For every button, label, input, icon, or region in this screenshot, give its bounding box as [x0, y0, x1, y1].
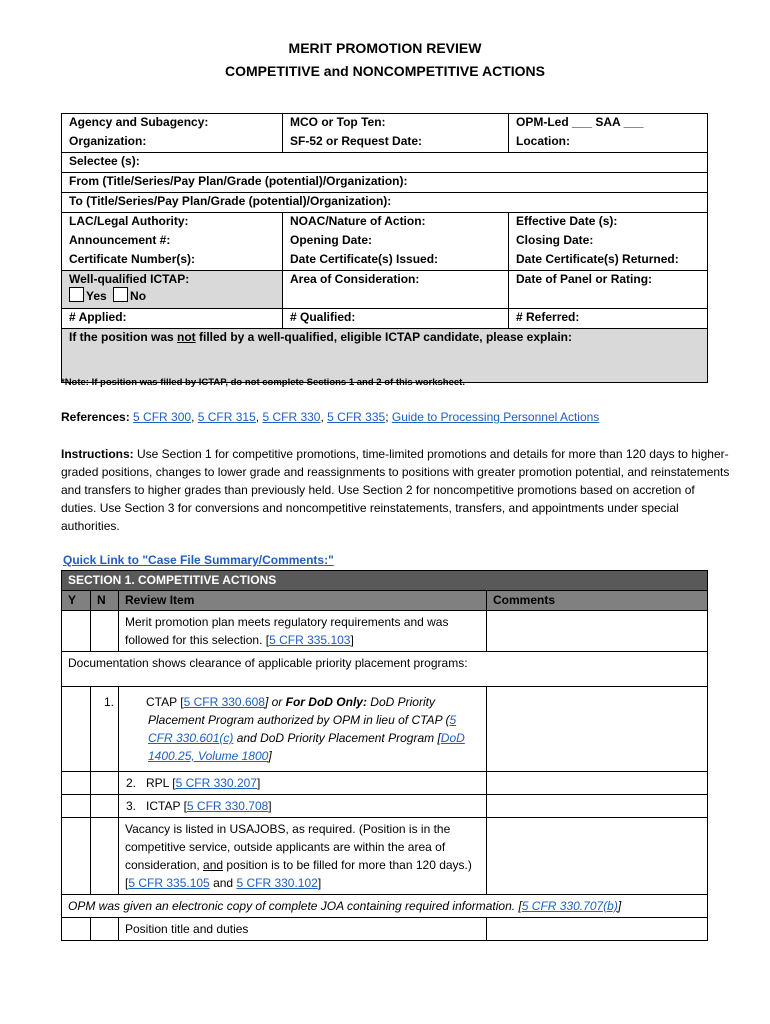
organization-label: Organization: [62, 133, 283, 153]
yes-label: Yes [86, 289, 107, 303]
link-5cfr330102[interactable]: 5 CFR 330.102 [236, 876, 318, 890]
ref-link-5cfr330[interactable]: 5 CFR 330 [262, 410, 321, 424]
table-row [62, 652, 708, 687]
panel-date-label: Date of Panel or Rating: [509, 271, 708, 309]
review-item-rpl: 2. RPL [5 CFR 330.207] [119, 772, 487, 795]
references: References: 5 CFR 300, 5 CFR 315, 5 CFR 330, 5 CFR 335; Guide to Processing Personnel Actions [61, 410, 600, 424]
selectee-label: Selectee (s): [62, 153, 708, 173]
ref-link-5cfr335[interactable]: 5 CFR 335 [327, 410, 386, 424]
link-5cfr335103[interactable]: 5 CFR 335.103 [269, 633, 351, 647]
col-comments-header: Comments [487, 591, 708, 611]
review-item-ctap: 1. CTAP [5 CFR 330.608] or For DoD Only: DoD Priority Placement Program authorized by OPM in lieu of CTAP (5 CFR 330.601(c) and DoD Priority Placement Program [DoD 1400.25, Volume 1800] [119, 687, 487, 772]
y-cell[interactable] [62, 611, 91, 652]
col-y-header: Y [62, 591, 91, 611]
n-cell[interactable] [91, 611, 119, 652]
y-cell[interactable] [62, 772, 91, 795]
effective-date-label: Effective Date (s): [509, 213, 708, 233]
documentation-heading: Documentation shows clearance of applicable priority placement programs: [62, 652, 708, 687]
n-cell[interactable] [91, 772, 119, 795]
ref-link-guide[interactable]: Guide to Processing Personnel Actions [391, 410, 600, 424]
link-5cfr335105[interactable]: 5 CFR 335.105 [128, 876, 210, 890]
announcement-label: Announcement #: [62, 232, 283, 251]
review-item-ictap: 3. ICTAP [5 CFR 330.708] [119, 795, 487, 818]
col-n-header: N [91, 591, 119, 611]
agency-label: Agency and Subagency: [62, 114, 283, 134]
table-row [62, 611, 708, 652]
certificate-number-label: Certificate Number(s): [62, 251, 283, 271]
table-row [62, 772, 708, 795]
y-cell[interactable] [62, 918, 91, 941]
yes-checkbox[interactable] [69, 287, 84, 302]
link-5cfr330707b[interactable]: 5 CFR 330.707(b) [521, 899, 618, 913]
y-cell[interactable] [62, 795, 91, 818]
instructions-text: Use Section 1 for competitive promotions, time-limited promotions and details for more than 120 days to higher-graded positions, changes to lower grade and reassignments to positions with greater promotion potential, and reinstatements and transfers to higher grades than previously held. Use Section 2 for noncompetitive promotions based on accretion of duties. Use Section 3 for conversions and noncompetitive reinstatements, transfers, and appointments under special authorities. [61, 447, 730, 533]
comments-cell[interactable] [487, 687, 708, 772]
lac-label: LAC/Legal Authority: [62, 213, 283, 233]
comments-cell[interactable] [487, 818, 708, 895]
opm-led-label: OPM-Led ___ SAA ___ [509, 114, 708, 134]
instructions [61, 445, 733, 535]
area-label: Area of Consideration: [283, 271, 509, 309]
link-5cfr330601c[interactable]: 5 CFR 330.601(c) [148, 713, 457, 745]
closing-date-label: Closing Date: [509, 232, 708, 251]
n-cell[interactable] [91, 818, 119, 895]
comments-cell[interactable] [487, 611, 708, 652]
referred-label: # Referred: [509, 309, 708, 329]
table-row [62, 918, 708, 941]
ref-link-5cfr315[interactable]: 5 CFR 315 [197, 410, 256, 424]
opm-joa-heading: OPM was given an electronic copy of complete JOA containing required information. [5 CFR 330.707(b)] [62, 895, 708, 918]
ictap-label: Well-qualified ICTAP: [69, 272, 190, 286]
no-checkbox[interactable] [113, 287, 128, 302]
location-label: Location: [509, 133, 708, 153]
explain-text-not: not [177, 330, 196, 344]
doc-title-line2: COMPETITIVE and NONCOMPETITIVE ACTIONS [225, 63, 545, 79]
n-cell[interactable] [91, 795, 119, 818]
comments-cell[interactable] [487, 795, 708, 818]
link-5cfr330207[interactable]: 5 CFR 330.207 [175, 776, 257, 790]
table-row [62, 818, 708, 895]
instructions-label: Instructions: [61, 447, 134, 461]
link-dod-1400-25[interactable]: DoD 1400.25, Volume 1800 [148, 731, 465, 763]
review-item-merit-plan: Merit promotion plan meets regulatory requirements and was followed for this selection. [5 CFR 335.103] [119, 611, 487, 652]
to-label: To (Title/Series/Pay Plan/Grade (potential)/Organization): [62, 193, 708, 213]
noac-label: NOAC/Nature of Action: [283, 213, 509, 233]
cert-issued-label: Date Certificate(s) Issued: [283, 251, 509, 271]
table-row [62, 895, 708, 918]
header-table [61, 113, 708, 383]
table-row [62, 687, 708, 772]
y-cell[interactable] [62, 687, 91, 772]
ictap-note: *Note: If position was filled by ICTAP, do not complete Sections 1 and 2 of this worksheet. [61, 377, 465, 388]
explain-text-post: filled by a well-qualified, eligible ICTAP candidate, please explain: [195, 330, 572, 344]
references-label: References: [61, 410, 130, 424]
comments-cell[interactable] [487, 772, 708, 795]
cert-returned-label: Date Certificate(s) Returned: [509, 251, 708, 271]
review-item-usajobs: Vacancy is listed in USAJOBS, as required. (Position is in the competitive service, outside applicants are within the area of consideration, and position is to be filled for more than 120 days.) [5 CFR 335.105 and 5 CFR 330.102] [119, 818, 487, 895]
link-5cfr330608[interactable]: 5 CFR 330.608 [183, 695, 265, 709]
ref-link-5cfr300[interactable]: 5 CFR 300 [133, 410, 192, 424]
from-label: From (Title/Series/Pay Plan/Grade (potential)/Organization): [62, 173, 708, 193]
explain-cell[interactable] [62, 329, 708, 383]
applied-label: # Applied: [62, 309, 283, 329]
n-cell[interactable] [91, 918, 119, 941]
section1-table [61, 570, 708, 941]
quick-link-case-file[interactable]: Quick Link to "Case File Summary/Comments:" [63, 553, 334, 567]
explain-text-pre: If the position was [69, 330, 178, 344]
mco-label: MCO or Top Ten: [283, 114, 509, 134]
opening-date-label: Opening Date: [283, 232, 509, 251]
sf52-label: SF-52 or Request Date: [283, 133, 509, 153]
section1-title: SECTION 1. COMPETITIVE ACTIONS [62, 571, 708, 591]
col-review-item-header: Review Item [119, 591, 487, 611]
comments-cell[interactable] [487, 918, 708, 941]
qualified-label: # Qualified: [283, 309, 509, 329]
no-label: No [130, 289, 147, 303]
review-item-position-title: Position title and duties [119, 918, 487, 941]
doc-title-line1: MERIT PROMOTION REVIEW [288, 40, 482, 56]
link-5cfr330708[interactable]: 5 CFR 330.708 [186, 799, 269, 813]
table-row [62, 795, 708, 818]
y-cell[interactable] [62, 818, 91, 895]
ictap-cell [62, 271, 283, 309]
